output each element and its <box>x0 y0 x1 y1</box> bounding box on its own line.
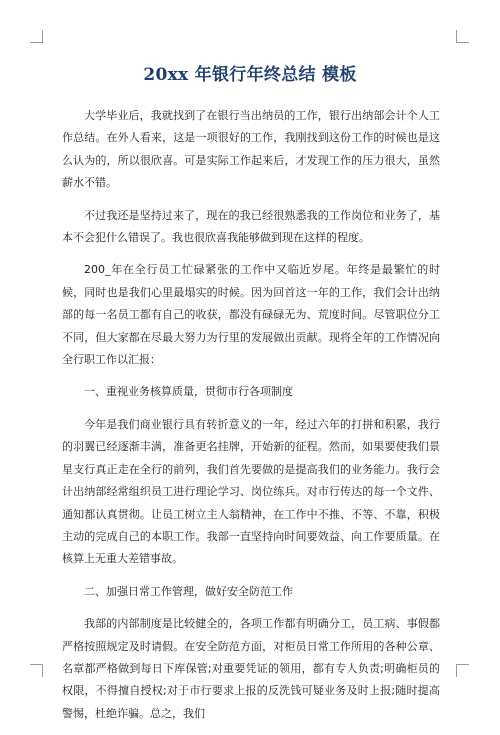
crop-mark-bottom-right <box>456 664 469 677</box>
paragraph-section-2: 我部的内部制度是比较健全的，各项工作都有明确分工，员工病、事假都严格按照规定及时请假。在安全防范方面，对柜员日常工作所用的各种公章、名章都严格做到每日下库保管;对重要凭证的领用，都有专人负责;明确柜员的权限，不得擅自授权;对于市行要求上报的反洗钱可疑业务及时上报;随时提高警惕，杜绝诈骗。总之，我们 <box>62 617 440 720</box>
crop-mark-top-left <box>30 30 43 43</box>
paragraph-intro: 大学毕业后，我就找到了在银行当出纳员的工作，银行出纳部会计个人工作总结。在外人看来，这是一项很好的工作，我刚找到这份工作的时候也是这么认为的，所以很欣喜。可是实际工作起来后，才发现工作的压力很大，虽然薪水不错。 <box>62 109 440 190</box>
paragraph-year-review: 200_年在全行员工忙碌紧张的工作中又临近岁尾。年终是最繁忙的时候，同时也是我们心里最塌实的时候。因为回首这一年的工作，我们会计出纳部的每一名员工都有自己的收获，都没有碌碌无为、荒度时间。尽管职位分工不同，但大家都在尽最大努力为行里的发展做出贡献。现将全年的工作情况向全行职工作以汇报： <box>62 263 440 367</box>
document-title: 20xx 年银行年终总结 模板 <box>143 65 357 85</box>
paragraph-section-1: 今年是我们商业银行具有转折意义的一年，经过六年的打拼和积累，我行的羽翼已经逐渐丰满，准备更名挂牌，开始新的征程。然而，如果要使我们景星支行真正走在全行的前列，我们首先要做的是提高我们的业务能力。我行会计出纳部经常组织员工进行理论学习、岗位练兵。对市行传达的每一个文件、通知都认真贯彻。让员工树立主人翁精神，在工作中不推、不等、不靠，积极主动的完成自己的本职工作。我部一直坚持向时间要效益、向工作要质量。在核算上无重大差错事故。 <box>62 417 440 566</box>
crop-mark-bottom-left <box>30 664 43 677</box>
section-heading-2: 二、加强日常工作管理，做好安全防范工作 <box>84 584 293 598</box>
paragraph-persistence: 不过我还是坚持过来了，现在的我已经很熟悉我的工作岗位和业务了，基本不会犯什么错误了。我也很欣喜我能够做到现在这样的程度。 <box>62 208 440 245</box>
section-heading-1: 一、重视业务核算质量，贯彻市行各项制度 <box>84 385 293 399</box>
crop-mark-top-right <box>456 30 469 43</box>
document-body <box>62 105 440 735</box>
